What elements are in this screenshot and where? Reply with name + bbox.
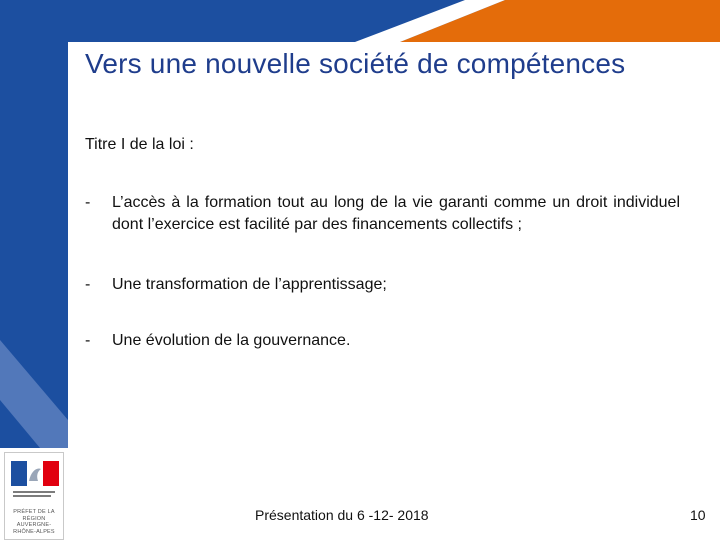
page-number: 10 [690, 507, 706, 523]
slide-footer: Présentation du 6 -12- 2018 [255, 507, 429, 523]
bullet-dash: - [85, 276, 91, 293]
bullet-dash: - [85, 194, 91, 211]
logo-motto-line [13, 491, 55, 493]
bullet-text: L’accès à la formation tout au long de la vie garanti comme un droit individuel dont l’exercice est facilité par des financements collectifs ; [112, 194, 680, 233]
bullet-item [85, 330, 680, 352]
bullet-text: Une transformation de l’apprentissage; [112, 276, 387, 293]
bullet-item [85, 192, 680, 236]
logo-motto-line [13, 495, 51, 497]
logo-frame [4, 452, 64, 540]
prefecture-logo [0, 448, 68, 540]
bullet-dash: - [85, 332, 91, 349]
prefet-caption: PRÉFET DE LA RÉGION AUVERGNE- RHÔNE-ALPES [13, 509, 55, 535]
bullet-item [85, 274, 680, 296]
marianne-flag-icon [11, 461, 59, 486]
slide-subtitle: Titre I de la loi : [85, 136, 194, 153]
bullet-text: Une évolution de la gouvernance. [112, 332, 351, 349]
slide-title: Vers une nouvelle société de compétences [85, 48, 626, 79]
